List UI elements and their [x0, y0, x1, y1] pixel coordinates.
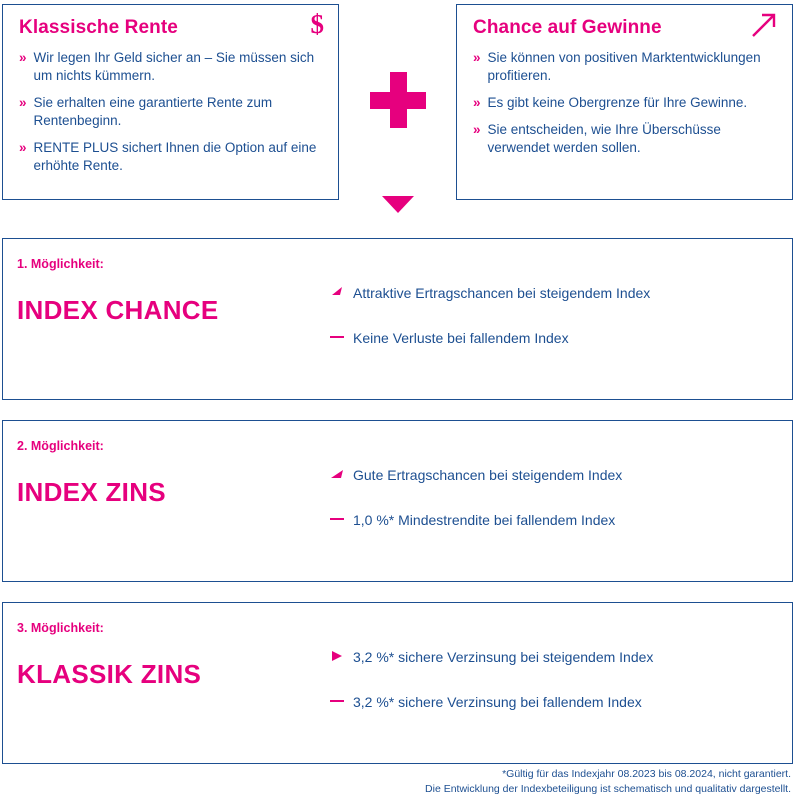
triangle-down-icon: [382, 196, 414, 213]
list-item: [19, 139, 324, 175]
footnote: [425, 767, 791, 797]
plus-icon: [370, 72, 426, 128]
point-row: [329, 328, 776, 347]
option-box-klassik-zins: [2, 602, 793, 764]
arrow-up-icon: [329, 283, 347, 301]
point-row: [329, 647, 776, 666]
chevron-right-icon: »: [473, 94, 481, 110]
option-box-index-chance: [2, 238, 793, 400]
footnote-line-2: Die Entwicklung der Indexbeteiligung ist schematisch und qualitativ dargestellt.: [425, 782, 791, 795]
bullet-text: Es gibt keine Obergrenze für Ihre Gewinne.: [487, 94, 748, 110]
point-text: 1,0 %* Mindestrendite bei fallendem Index: [353, 512, 616, 529]
arrow-right-icon: [329, 647, 347, 665]
bullet-text: Wir legen Ihr Geld sicher an – Sie müssen sich um nichts kümmern.: [33, 50, 315, 83]
classic-pension-title: Klassische Rente: [19, 17, 178, 38]
option-points: [329, 647, 776, 737]
chevron-right-icon: »: [473, 50, 481, 65]
option-points: [329, 465, 776, 555]
profit-chance-header: [457, 5, 792, 43]
point-text: 3,2 %* sichere Verzinsung bei steigendem Index: [353, 649, 654, 665]
chevron-right-icon: »: [473, 121, 481, 137]
dash-icon: [329, 692, 347, 710]
chevron-right-icon: »: [19, 139, 27, 155]
option-kicker: 2. Möglichkeit:: [17, 439, 104, 453]
point-row: [329, 510, 776, 529]
chevron-right-icon: »: [19, 94, 27, 110]
bullet-text: Sie entscheiden, wie Ihre Überschüsse verwendet werden sollen.: [487, 121, 721, 155]
classic-pension-header: [3, 5, 338, 43]
point-text: Gute Ertragschancen bei steigendem Index: [353, 467, 623, 483]
point-text: Keine Verluste bei fallendem Index: [353, 330, 569, 347]
option-title: INDEX ZINS: [17, 477, 166, 507]
option-kicker: 1. Möglichkeit:: [17, 257, 104, 271]
bullet-text: Sie können von positiven Marktentwicklungen profitieren.: [487, 50, 761, 83]
arrow-up-icon: [329, 465, 347, 483]
dash-icon: [329, 328, 347, 346]
classic-pension-bullets: [3, 43, 338, 175]
dollar-sign-icon: $: [310, 9, 324, 39]
option-kicker: 3. Möglichkeit:: [17, 621, 104, 635]
chevron-right-icon: »: [19, 50, 27, 65]
footnote-line-1: *Gültig für das Indexjahr 08.2023 bis 08.2024, nicht garantiert.: [502, 767, 791, 780]
point-text: 3,2 %* sichere Verzinsung bei fallendem Index: [353, 694, 642, 711]
dash-icon: [329, 510, 347, 528]
point-row: [329, 465, 776, 484]
point-row: [329, 283, 776, 302]
list-item: [473, 121, 778, 157]
point-row: [329, 692, 776, 711]
list-item: [473, 49, 778, 85]
list-item: [473, 94, 778, 112]
list-item: [19, 49, 324, 85]
profit-chance-title: Chance auf Gewinne: [473, 17, 662, 38]
point-text: Attraktive Ertragschancen bei steigendem Index: [353, 285, 651, 301]
profit-chance-box: [456, 4, 793, 200]
profit-chance-bullets: [457, 43, 792, 157]
option-points: [329, 283, 776, 373]
option-title: KLASSIK ZINS: [17, 659, 202, 689]
bullet-text: Sie erhalten eine garantierte Rente zum Rentenbeginn.: [33, 94, 273, 128]
bullet-text: RENTE PLUS sichert Ihnen die Option auf eine erhöhte Rente.: [33, 139, 317, 173]
classic-pension-box: [2, 4, 339, 200]
option-box-index-zins: [2, 420, 793, 582]
arrow-up-right-icon: [750, 11, 778, 39]
option-title: INDEX CHANCE: [17, 295, 219, 325]
top-row: [0, 0, 795, 210]
list-item: [19, 94, 324, 130]
